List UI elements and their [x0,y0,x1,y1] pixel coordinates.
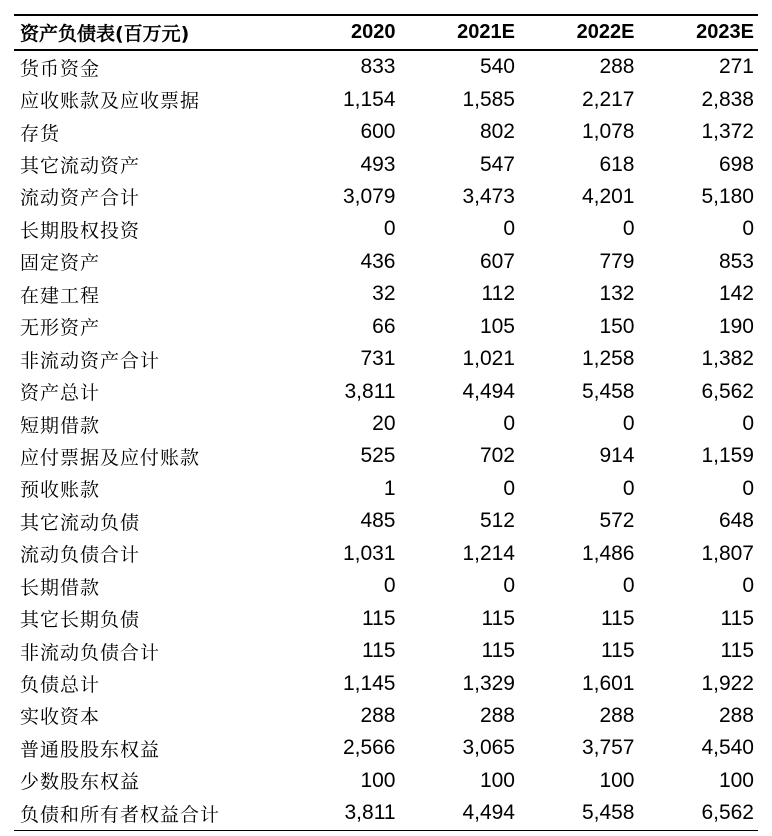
row-value: 132 [599,282,635,306]
row-value: 0 [383,217,396,241]
row-value: 288 [479,703,515,727]
table-row [14,667,758,699]
row-value: 485 [360,509,396,533]
row-value: 115 [601,606,635,630]
row-value: 288 [718,703,754,727]
table-row [14,505,758,537]
row-value: 100 [479,768,515,792]
row-value: 100 [718,768,754,792]
row-value: 3,065 [462,736,515,760]
row-value: 3,757 [581,736,635,760]
row-value: 1,145 [342,671,396,695]
row-label: 非流动负债合计 [20,641,161,664]
row-value: 6,562 [639,797,759,830]
row-value: 702 [479,444,515,468]
row-value: 115 [481,639,515,663]
row-value: 833 [360,55,396,79]
row-value: 100 [599,768,635,792]
row-value: 0 [742,574,754,598]
table-row [14,213,758,245]
year-header: 2020 [280,15,400,50]
table-row [14,570,758,602]
row-value: 853 [718,249,754,273]
table-row [14,440,758,472]
row-label: 长期借款 [20,576,101,599]
row-label: 长期股权投资 [20,219,141,242]
row-value: 3,079 [342,184,396,208]
row-value: 115 [481,606,515,630]
row-label: 预收账款 [20,479,101,502]
table-row [14,375,758,407]
year-header: 2022E [519,15,639,50]
table-row [14,732,758,764]
row-value: 5,458 [581,379,635,403]
table-row [14,83,758,115]
table-row [14,181,758,213]
row-value: 4,201 [581,184,635,208]
row-value: 525 [360,444,396,468]
row-value: 288 [599,55,635,79]
balance-sheet-table [14,14,758,831]
row-value: 802 [479,120,515,144]
row-label: 短期借款 [20,414,101,437]
row-value: 540 [479,55,515,79]
row-value: 0 [742,217,754,241]
header-row [14,15,758,50]
row-value: 190 [718,314,754,338]
row-label: 负债和所有者权益合计 [14,797,280,830]
row-value: 288 [360,703,396,727]
row-value: 115 [720,606,754,630]
table-row [14,343,758,375]
table-row [14,765,758,797]
row-value: 572 [599,509,635,533]
row-value: 0 [503,574,515,598]
table-row [14,148,758,180]
year-header: 2021E [400,15,520,50]
table-header [14,15,758,50]
row-value: 547 [479,152,515,176]
row-value: 5,180 [701,184,754,208]
row-value: 0 [383,574,396,598]
row-value: 20 [372,412,396,436]
row-value: 112 [481,282,515,306]
row-value: 3,811 [344,379,396,403]
row-value: 648 [718,509,754,533]
row-value: 1,922 [701,671,754,695]
row-value: 1,258 [581,347,635,371]
row-value: 0 [742,412,754,436]
row-value: 2,838 [701,87,754,111]
row-value: 731 [360,347,396,371]
row-label: 非流动资产合计 [20,349,161,372]
table-row [14,635,758,667]
row-value: 3,811 [280,797,400,830]
row-value: 1,214 [462,541,515,565]
row-value: 1 [383,476,396,500]
row-value: 115 [720,639,754,663]
row-label: 存货 [20,122,61,145]
table-row [14,473,758,505]
row-value: 600 [360,120,396,144]
row-label: 应收账款及应收票据 [20,90,201,113]
row-label: 资产总计 [20,382,101,405]
table-row [14,50,758,83]
row-value: 0 [503,412,515,436]
row-value: 1,807 [701,541,754,565]
row-value: 1,372 [701,120,754,144]
row-value: 5,458 [519,797,639,830]
row-label: 在建工程 [20,284,101,307]
row-label: 负债总计 [20,674,101,697]
row-label: 普通股股东权益 [20,738,161,761]
row-value: 0 [742,476,754,500]
row-value: 105 [479,314,515,338]
table-row [14,538,758,570]
row-value: 1,486 [581,541,635,565]
row-value: 6,562 [701,379,754,403]
row-value: 914 [599,444,635,468]
row-value: 4,494 [400,797,520,830]
row-value: 150 [599,314,635,338]
row-value: 32 [372,282,396,306]
year-header: 2023E [639,15,759,50]
row-label: 固定资产 [20,252,101,275]
row-value: 0 [622,476,635,500]
table-row [14,797,758,830]
row-value: 142 [718,282,754,306]
row-value: 1,031 [342,541,396,565]
row-value: 66 [372,314,396,338]
row-value: 512 [479,509,515,533]
table-row [14,116,758,148]
row-value: 1,078 [581,120,635,144]
row-value: 271 [718,55,754,79]
table-title: 资产负债表(百万元) [14,15,280,50]
table-row [14,408,758,440]
row-value: 0 [622,412,635,436]
row-value: 1,154 [342,87,396,111]
row-value: 1,329 [462,671,515,695]
row-value: 618 [599,152,635,176]
row-value: 607 [479,249,515,273]
row-value: 2,217 [581,87,635,111]
row-value: 115 [601,639,635,663]
row-label: 实收资本 [20,706,101,729]
table-body [14,50,758,830]
row-value: 1,382 [701,347,754,371]
row-value: 698 [718,152,754,176]
row-label: 少数股东权益 [20,771,141,794]
row-label: 其它流动负债 [20,511,141,534]
row-value: 1,021 [462,347,515,371]
row-value: 436 [360,249,396,273]
row-value: 4,494 [462,379,515,403]
table-row [14,278,758,310]
row-value: 1,159 [701,444,754,468]
row-value: 2,566 [342,736,396,760]
row-value: 0 [622,574,635,598]
row-value: 4,540 [701,736,754,760]
row-value: 1,585 [462,87,515,111]
row-value: 0 [503,476,515,500]
row-label: 货币资金 [20,57,101,80]
row-value: 779 [599,249,635,273]
row-value: 0 [503,217,515,241]
row-value: 0 [622,217,635,241]
table-row [14,602,758,634]
row-value: 3,473 [462,184,515,208]
row-value: 288 [599,703,635,727]
table-row [14,311,758,343]
row-label: 流动负债合计 [20,544,141,567]
row-value: 493 [360,152,396,176]
row-label: 无形资产 [20,317,101,340]
row-label: 其它长期负债 [20,609,141,632]
row-label: 其它流动资产 [20,155,141,178]
row-value: 115 [362,639,396,663]
row-value: 100 [360,768,396,792]
row-value: 1,601 [581,671,635,695]
table-row [14,246,758,278]
row-label: 应付票据及应付账款 [20,446,201,469]
row-label: 流动资产合计 [20,187,141,210]
row-value: 115 [362,606,396,630]
table-row [14,700,758,732]
